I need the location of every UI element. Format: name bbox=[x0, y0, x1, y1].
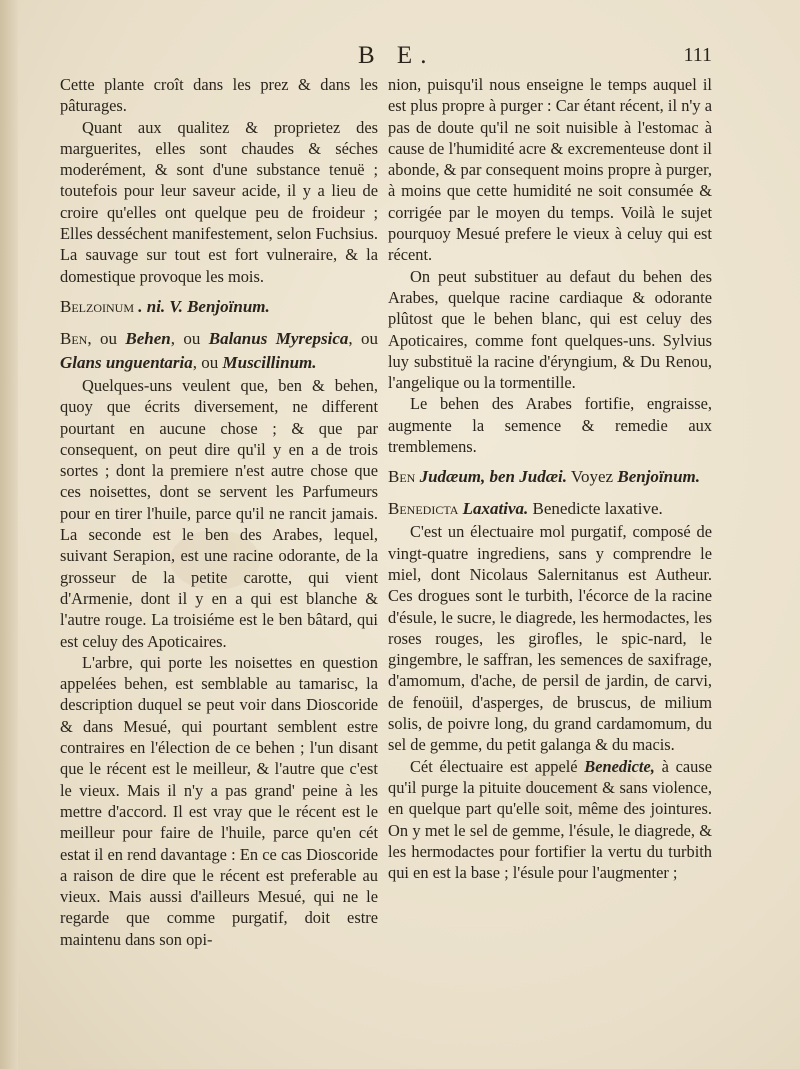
paragraph: Quant aux qualitez & proprietez des marguerites, elles sont chaudes & séches moderément, & sont d'une substance tenuë ; toutefois pour leur saveur acide, il y a lieu de croire qu'elles ont quelque peu de froideur ; Elles desséchent manifestement, selon Fuchsius. La sauvage sur tout est fort vulneraire, & la domestique provoque les mois. bbox=[60, 117, 378, 286]
dictionary-entry: Benedicta Laxativa. Benedicte laxative. bbox=[388, 499, 663, 519]
left-column bbox=[60, 74, 378, 950]
paragraph: nion, puisqu'il nous enseigne le temps auquel il est plus propre à purger : Car étant récent, il n'y a pas de doute qu'il ne soit nuisible à l'estomac à cause de l'humidité acre & excrementeuse dont il abonde, & par consequent moins propre à purger, à moins que cette humidité ne soit consumée & corrigée par le moyen du temps. Voilà le sujet pourquoy Mesué prefere le vieux à celuy qui est récent. bbox=[388, 75, 712, 265]
paragraph: Cét électuaire est appelé Benedicte, à cause qu'il purge la pituite doucement & sans violence, en quelque part qu'elle soit, même des jointures. On y met le sel de gemme, l'ésule, le diagrede, & les hermodactes pour fortifier la vertu du turbith qui en est la base ; l'ésule pour l'augmenter ; bbox=[388, 756, 712, 883]
running-head: B E. bbox=[358, 42, 435, 69]
page-number: 111 bbox=[683, 44, 712, 66]
entry-headword: Ben bbox=[60, 328, 88, 348]
page-header bbox=[58, 42, 712, 70]
paragraph: Cette plante croît dans les prez & dans les pâturages. bbox=[60, 75, 378, 116]
entry-headword: Ben bbox=[388, 467, 416, 487]
entry-headword: Belzoinum bbox=[60, 296, 134, 316]
paragraph: L'arbre, qui porte les noisettes en question appelées behen, est semblable au tamarisc, la description duquel se peut voir dans Dioscoride & dans Mesué, qui pourtant semblent estre contraires en l'élection de ce behen ; l'un disant que le récent est le meilleur, & l'autre que c'est le vieux. Mais il n'y a pas grand' peine à les mettre d'accord. Il est vray que le récent est le meilleur pour faire de l'huile, parce qu'en cét estat il en rend davantage : En ce cas Dioscoride a raison de dire que le récent est preferable au vieux. Mais aussi d'ailleurs Mesué, qui ne le regarde que comme purgatif, doit estre maintenu dans son opi- bbox=[60, 652, 378, 949]
dictionary-entry: Ben, ou Behen, ou Balanus Myrepsica, ou Glans unguentaria, ou Muscillinum. bbox=[60, 328, 379, 372]
right-column bbox=[388, 74, 712, 883]
paragraph: C'est un électuaire mol purgatif, composé de vingt-quatre ingrediens, sans y comprendre le miel, dont Nicolaus Salernitanus est Autheur. Ces drogues sont le turbith, l'écorce de la racine d'ésule, le sucre, le diagrede, les hermodactes, les roses rouges, les girofles, le spic-nard, le gingembre, le saffran, les semences de saxifrage, d'amomum, d'ache, de persil de jardin, de carvi, de fenoüil, d'asperges, de bruscus, de milium solis, de poivre long, du grand cardamomum, du sel de gemme, du petit galanga & du macis. bbox=[388, 522, 712, 755]
dictionary-entry: Belzoinum . ni. V. Benjoïnum. bbox=[60, 296, 270, 316]
cross-reference: Benjoïnum. bbox=[617, 467, 701, 487]
page-gutter bbox=[0, 0, 18, 1069]
paragraph: Quelques-uns veulent que, ben & behen, quoy que écrits diversement, ne different pourtant en aucune chose ; & que par consequent, on peut dire qu'il y en a de trois sortes ; dont la premiere n'est autre chose que ces noisettes, dont se servent les Parfumeurs pour en tirer l'huile, parce qu'il ne rancit jamais. La seconde est le ben des Arabes, lequel, suivant Serapion, est une racine odorante, de la grosseur de la petite carotte, qui vient d'Armenie, dont il y en a qui est blanche & l'autre rouge. La troisiéme est le ben bâtard, qui est celuy des Apoticaires. bbox=[60, 375, 378, 651]
cross-reference: Benjoïnum. bbox=[187, 296, 270, 316]
paragraph: On peut substituer au defaut du behen des Arabes, quelque racine cardiaque & odorante plûtost que le behen blanc, qui est celuy des Apoticaires, comme font quelques-uns. Sylvius luy substituë la racine d'éryngium, & Du Renou, l'angelique ou la tormentille. bbox=[388, 266, 712, 393]
entry-headword: Benedicta bbox=[388, 499, 459, 519]
dictionary-entry: Ben Judæum, ben Judæi. Voyez Benjoïnum. bbox=[388, 467, 701, 487]
paragraph: Le behen des Arabes fortifie, engraisse, augmente la semence & remedie aux tremblemens. bbox=[388, 394, 712, 457]
